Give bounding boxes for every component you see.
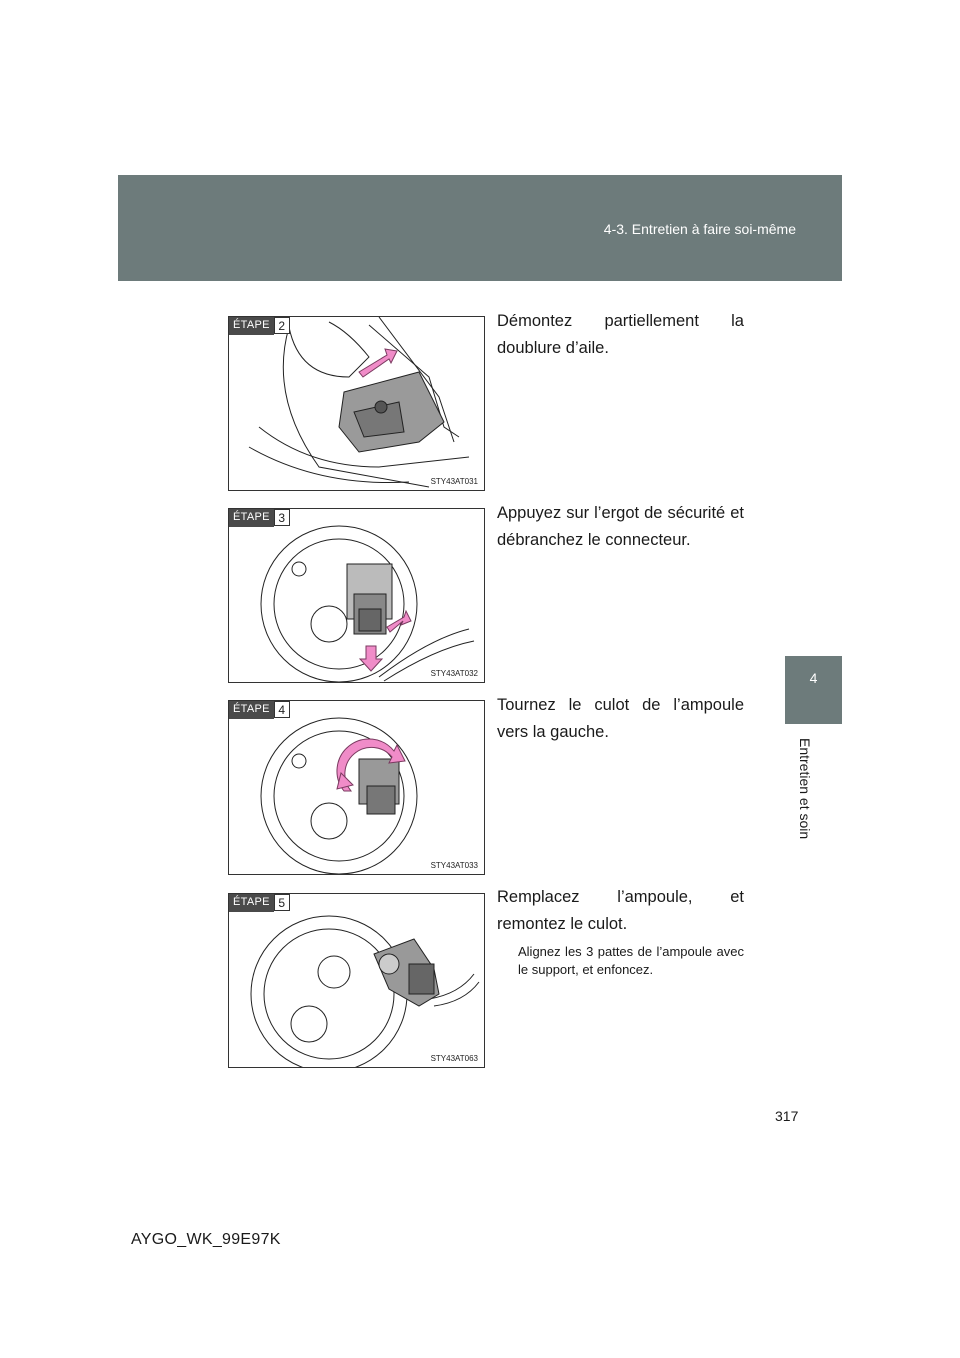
step-5-text: Remplacez l’ampoule, et remontez le culot. [497,888,744,933]
headlamp-connector-illustration [229,509,484,682]
step-badge-number: 2 [274,317,290,334]
figure-step-2 [228,316,485,491]
chapter-label: Entretien et soin [797,738,813,840]
step-badge [229,701,290,719]
step-badge [229,317,290,335]
figure-step-5 [228,893,485,1068]
step-badge [229,894,290,912]
bulb-socket-rotate-illustration [229,701,484,874]
step-badge-number: 5 [274,894,290,911]
section-header [118,175,842,281]
step-badge-label: ÉTAPE [229,509,274,527]
chapter-tab [785,656,842,724]
chapter-number: 4 [809,670,818,686]
figure-step-3 [228,508,485,683]
bulb-replacement-illustration [229,894,484,1067]
step-badge-number: 3 [274,509,290,526]
section-title: 4-3. Entretien à faire soi-même [603,221,796,237]
step-badge-number: 4 [274,701,290,718]
figure-code: STY43AT063 [430,1054,478,1063]
figure-code: STY43AT031 [430,477,478,486]
document-code: AYGO_WK_99E97K [131,1231,281,1248]
step-3-text: Appuyez sur l’ergot de sécurité et débranchez le connecteur. [497,504,744,549]
step-badge [229,509,290,527]
figure-step-4 [228,700,485,875]
page-number: 317 [775,1108,799,1124]
step-badge-label: ÉTAPE [229,317,274,335]
step-badge-label: ÉTAPE [229,894,274,912]
wheel-arch-illustration [229,317,484,490]
step-4-text: Tournez le culot de l’ampoule vers la gauche. [497,696,744,741]
step-5-note: Alignez les 3 pattes de l’ampoule avec le support, et enfoncez. [518,944,744,977]
step-badge-label: ÉTAPE [229,701,274,719]
figure-code: STY43AT032 [430,669,478,678]
step-2-text: Démontez partiellement la doublure d’aile. [497,312,744,357]
figure-code: STY43AT033 [430,861,478,870]
